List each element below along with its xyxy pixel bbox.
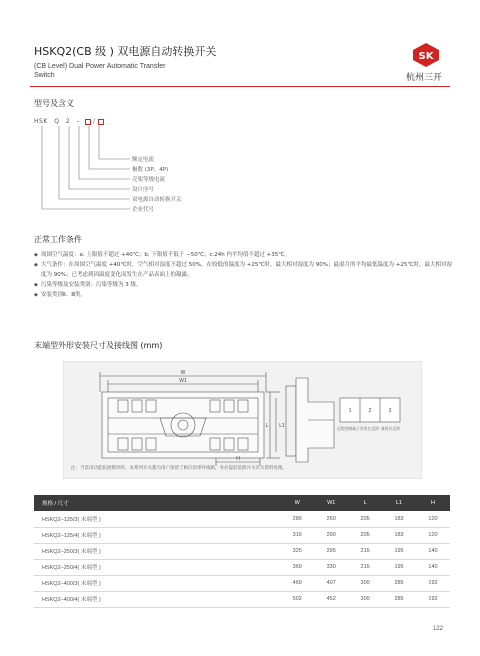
table-cell: 300 bbox=[348, 591, 382, 607]
condition-item: ◆ 污染等级及安装类别：污染等级为 3 级。 bbox=[34, 280, 454, 290]
dim-label-l: L bbox=[265, 423, 269, 429]
dim-label-h: H bbox=[236, 456, 240, 462]
dim-label-w1: W1 bbox=[179, 378, 187, 384]
table-row bbox=[34, 559, 450, 575]
table-cell: 140 bbox=[416, 543, 450, 559]
table-cell: 330 bbox=[314, 559, 348, 575]
table-cell: 286 bbox=[280, 511, 314, 527]
column-header: W1 bbox=[314, 495, 348, 511]
table-cell: 120 bbox=[416, 527, 450, 543]
column-header: H bbox=[416, 495, 450, 511]
switch-outline-drawing bbox=[64, 362, 423, 480]
legend-rated-current: 额定电流 bbox=[132, 157, 155, 163]
table-cell: 215 bbox=[348, 543, 382, 559]
legend-design-number: 设计序号 bbox=[132, 187, 155, 193]
page-number: 122 bbox=[432, 626, 443, 632]
legend-switch-type: 双电源自动转换开关 bbox=[132, 197, 182, 203]
table-cell: 407 bbox=[314, 575, 348, 591]
header-divider bbox=[30, 86, 450, 87]
legend-company-code: 企业代号 bbox=[132, 207, 155, 213]
legend-frame-current: 壳架等级电流 bbox=[132, 177, 166, 183]
model-legend-lines bbox=[30, 124, 140, 216]
terminal-label-standby: 备用位反馈 bbox=[381, 426, 400, 431]
column-header: L1 bbox=[382, 495, 416, 511]
table-cell: 195 bbox=[382, 559, 416, 575]
conditions-list bbox=[34, 250, 454, 300]
logo-mark-text: SK bbox=[418, 51, 434, 62]
table-cell: 260 bbox=[314, 511, 348, 527]
table-cell: 285 bbox=[382, 575, 416, 591]
table-cell: 316 bbox=[280, 527, 314, 543]
table-cell: HSKQ2–400/3( 末端型 ) bbox=[34, 575, 280, 591]
table-cell: HSKQ2–250/4( 末端型 ) bbox=[34, 559, 280, 575]
spec-table bbox=[34, 495, 450, 608]
legend-poles: 极数 (3P、4P) bbox=[132, 167, 169, 173]
subtitle-line-1: (CB Level) Dual Power Automatic Transfer bbox=[34, 63, 166, 70]
model-code-slash: / bbox=[92, 118, 96, 125]
table-row bbox=[34, 591, 450, 607]
table-cell: 205 bbox=[348, 511, 382, 527]
table-cell: 295 bbox=[314, 543, 348, 559]
condition-item: ◆ 大气条件：在周围空气温度 +40℃时，空气相对湿度不超过 50%，在较低的温度为 +25℃时，最大相对湿度为 90%；最湿月的平均最低温度为 +25℃时，最大相对湿度为 90%；已考虑到因温度变化而发生在产品表面上的凝露。 bbox=[34, 260, 454, 280]
model-code-prefix: HSK bbox=[34, 118, 48, 125]
terminal-label-remote: 远程控制端子 bbox=[337, 426, 360, 431]
table-cell: HSKQ2–125/3( 末端型 ) bbox=[34, 511, 280, 527]
column-header: 规格 / 尺寸 bbox=[34, 495, 280, 511]
dimension-diagram bbox=[63, 361, 422, 479]
terminal-number-3: 3 bbox=[388, 408, 392, 414]
table-cell: 290 bbox=[314, 527, 348, 543]
table-row bbox=[34, 575, 450, 591]
condition-item: ◆ 安装类别Ⅱ、Ⅲ类。 bbox=[34, 290, 454, 300]
page-title: HSKQ2(CB 级 ) 双电源自动转换开关 bbox=[34, 45, 217, 58]
table-cell: 192 bbox=[416, 575, 450, 591]
table-cell: 195 bbox=[382, 543, 416, 559]
table-cell: 502 bbox=[280, 591, 314, 607]
table-cell: 285 bbox=[382, 591, 416, 607]
table-cell: 120 bbox=[416, 511, 450, 527]
condition-item: ◆ 周围空气温度：a. 上限值不超过 +40℃；b. 下限值不低于 −50℃；c.24h 内平均值不超过 +35℃。 bbox=[34, 250, 454, 260]
dim-label-w: W bbox=[180, 370, 186, 376]
logo-text: 杭州三开 bbox=[406, 73, 443, 83]
table-header-row bbox=[34, 495, 450, 511]
column-header: L bbox=[348, 495, 382, 511]
diagram-section-title: 末端型外形安装尺寸及接线图 (mm) bbox=[34, 341, 163, 350]
brand-logo bbox=[406, 42, 448, 83]
table-cell: 325 bbox=[280, 543, 314, 559]
table-cell: 215 bbox=[348, 559, 382, 575]
model-section-title: 型号及含义 bbox=[34, 99, 74, 108]
table-row bbox=[34, 527, 450, 543]
conditions-section-title: 正常工作条件 bbox=[34, 235, 82, 244]
column-header: W bbox=[280, 495, 314, 511]
terminal-label-normal: 常用位反馈 bbox=[360, 426, 379, 431]
logo-mark bbox=[411, 42, 441, 68]
subtitle-line-2: Switch bbox=[34, 72, 55, 79]
diagram-note: 注：当选用功能拓展模块时，本系列开关都为用户预留了相应的零件线路，务必提前依照开关有关资料处理。 bbox=[71, 466, 287, 471]
model-code-q: Q bbox=[54, 118, 60, 125]
page-subtitle bbox=[34, 62, 166, 80]
table-cell: HSKQ2–250/3( 末端型 ) bbox=[34, 543, 280, 559]
model-code-dash: – bbox=[76, 118, 81, 125]
terminal-number-1: 1 bbox=[348, 408, 352, 414]
table-row bbox=[34, 511, 450, 527]
table-cell: 360 bbox=[280, 559, 314, 575]
table-cell: 300 bbox=[348, 575, 382, 591]
dim-label-l1: L1 bbox=[279, 423, 285, 429]
model-code-two: 2 bbox=[65, 118, 71, 125]
terminal-number-2: 2 bbox=[368, 408, 372, 414]
sk-logo-icon bbox=[411, 42, 441, 68]
table-cell: 183 bbox=[382, 527, 416, 543]
table-cell: 460 bbox=[280, 575, 314, 591]
table-cell: 192 bbox=[416, 591, 450, 607]
table-cell: 140 bbox=[416, 559, 450, 575]
table-row bbox=[34, 543, 450, 559]
table-cell: 183 bbox=[382, 511, 416, 527]
table-cell: 205 bbox=[348, 527, 382, 543]
table-cell: HSKQ2–400/4( 末端型 ) bbox=[34, 591, 280, 607]
table-cell: HSKQ2–125/4( 末端型 ) bbox=[34, 527, 280, 543]
table-cell: 452 bbox=[314, 591, 348, 607]
